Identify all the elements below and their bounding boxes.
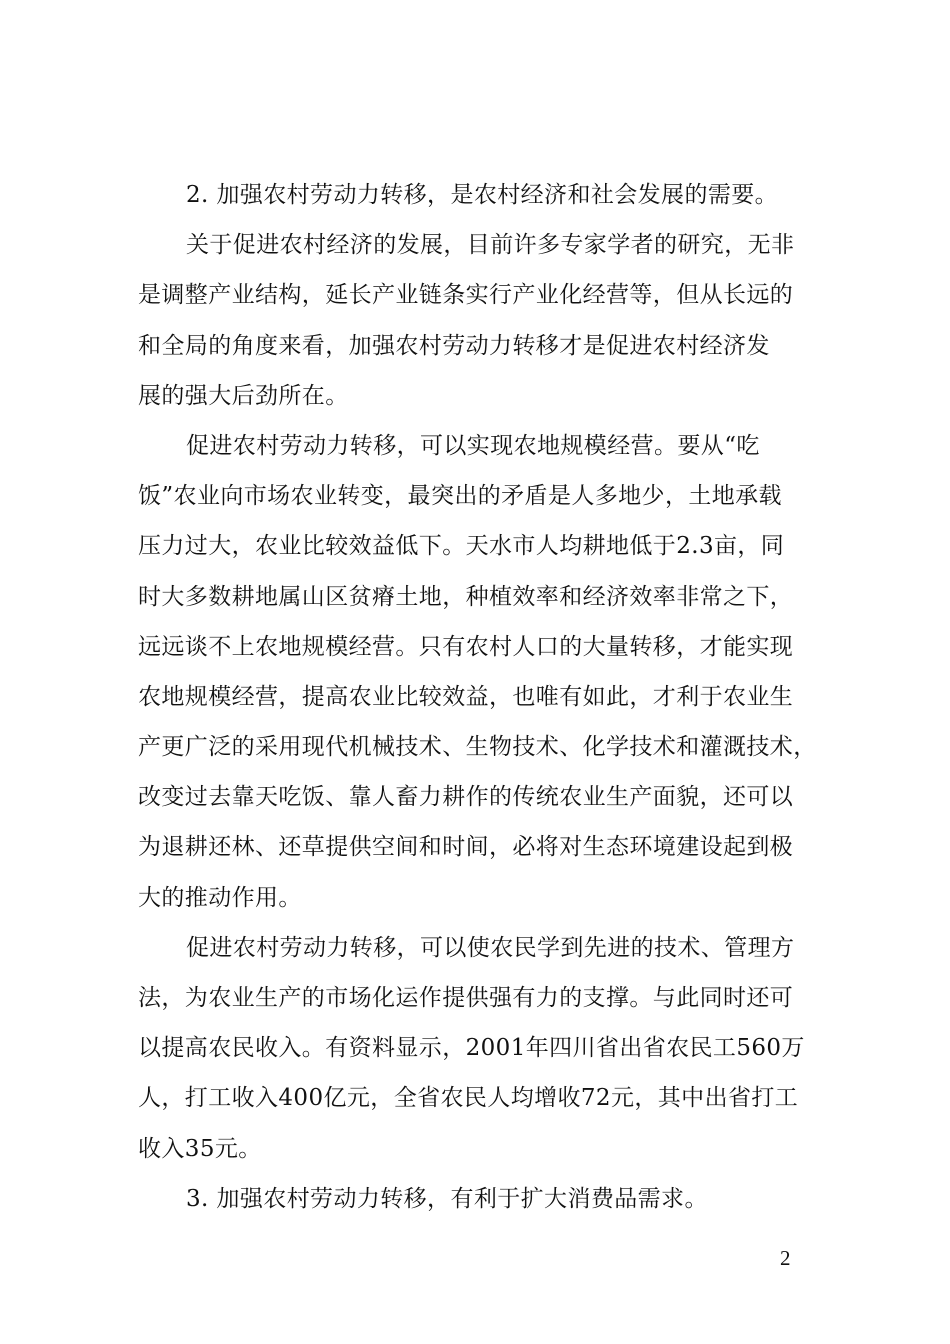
section-heading-3: 3. 加强农村劳动力转移，有利于扩大消费品需求。	[186, 1185, 708, 1212]
paragraph-line: 和全局的角度来看，加强农村劳动力转移才是促进农村经济发	[138, 332, 770, 359]
paragraph-line: 关于促进农村经济的发展，目前许多专家学者的研究，无非	[186, 232, 795, 259]
paragraph-line: 压力过大，农业比较效益低下。天水市人均耕地低于2.3亩，同	[138, 533, 785, 560]
paragraph-line: 法，为农业生产的市场化运作提供强有力的支撑。与此同时还可	[138, 985, 794, 1011]
paragraph-line: 以提高农民收入。有资料显示，2001年四川省出省农民工560万	[138, 1035, 805, 1062]
paragraph-line: 是调整产业结构，延长产业链条实行产业化经营等，但从长远的	[138, 282, 794, 309]
paragraph-line: 促进农村劳动力转移，可以使农民学到先进的技术、管理方	[186, 934, 795, 961]
page-number: 2	[780, 1246, 791, 1270]
section-heading-2: 2. 加强农村劳动力转移，是农村经济和社会发展的需要。	[186, 182, 779, 208]
paragraph-line: 展的强大后劲所在。	[138, 382, 349, 409]
body-text	[138, 170, 842, 1224]
paragraph-line: 饭”农业向市场农业转变，最突出的矛盾是人多地少，土地承载	[138, 483, 782, 510]
paragraph-line: 农地规模经营，提高农业比较效益，也唯有如此，才利于农业生	[138, 683, 794, 710]
paragraph-line: 收入35元。	[138, 1135, 262, 1162]
paragraph-line: 时大多数耕地属山区贫瘠土地，种植效率和经济效率非常之下，	[138, 583, 794, 610]
paragraph-line: 远远谈不上农地规模经营。只有农村人口的大量转移，才能实现	[138, 633, 794, 660]
paragraph-line: 改变过去靠天吃饭、靠人畜力耕作的传统农业生产面貌，还可以	[138, 784, 794, 811]
paragraph-line: 大的推动作用。	[138, 884, 302, 911]
paragraph-line: 产更广泛的采用现代机械技术、生物技术、化学技术和灌溉技术，	[138, 734, 817, 761]
paragraph-line: 为退耕还林、还草提供空间和时间，必将对生态环境建设起到极	[138, 834, 794, 861]
paragraph-line: 人，打工收入400亿元，全省农民人均增收72元，其中出省打工	[138, 1085, 799, 1112]
paragraph-line: 促进农村劳动力转移，可以实现农地规模经营。要从“吃	[186, 432, 760, 459]
